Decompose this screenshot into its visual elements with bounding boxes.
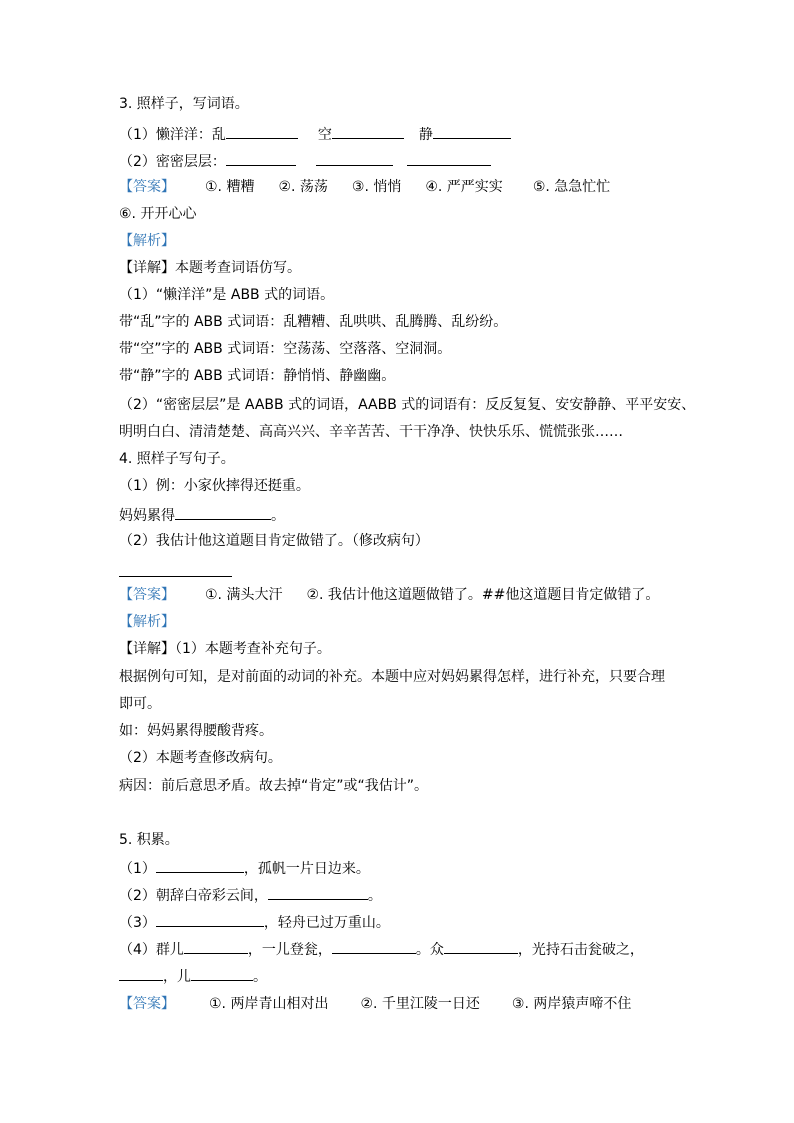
- answer-item: ②. 荡荡: [278, 179, 328, 195]
- text-segment: 。: [253, 969, 267, 985]
- q3-answer: [119, 178, 610, 196]
- q3-p1-label: （1）懒洋洋：乱: [119, 127, 226, 143]
- q5-answer: [119, 995, 631, 1013]
- answer-tag: 【答案】: [119, 996, 175, 1012]
- fill-prefix: 妈妈累得: [119, 508, 175, 524]
- analysis-text: 明明白白、清清楚楚、高高兴兴、辛辛苦苦、干干净净、快快乐乐、慌慌张张……: [119, 424, 623, 440]
- detail-heading: 【详解】（1）本题考查补充句子。: [119, 641, 331, 657]
- blank-field[interactable]: [156, 858, 244, 873]
- blank-field[interactable]: [226, 124, 298, 139]
- blank-field[interactable]: [332, 124, 404, 139]
- q5-part4-cont: [119, 966, 267, 986]
- q5-part3: [119, 912, 390, 932]
- q4-part1-fill: [119, 505, 285, 525]
- analysis-text: 即可。: [119, 696, 161, 712]
- answer-item: ②. 我估计他这道题做错了。##他这道题目肯定做错了。: [306, 587, 660, 603]
- q5-part1: [119, 858, 370, 878]
- analysis-text: （2）本题考查修改病句。: [119, 750, 282, 766]
- answer-item: ①. 两岸青山相对出: [209, 996, 329, 1012]
- analysis-text: 病因：前后意思矛盾。故去掉“肯定”或“我估计”。: [119, 778, 429, 794]
- q3-p2-label: （2）密密层层：: [119, 154, 226, 170]
- q3-p1-kong: 空: [317, 127, 332, 143]
- answer-item: ②. 千里江陵一日还: [360, 996, 480, 1012]
- blank-field[interactable]: [119, 966, 163, 981]
- q3-part1: [119, 124, 511, 144]
- blank-field[interactable]: [191, 966, 253, 981]
- fill-suffix: ，轻舟已过万重山。: [263, 915, 390, 931]
- q5-part2: [119, 885, 382, 905]
- answer-item: ①. 糟糟: [205, 179, 255, 195]
- answer-item: ⑤. 急急忙忙: [532, 179, 611, 195]
- analysis-text: （2）“密密层层”是 AABB 式的词语，AABB 式的词语有：反反复复、安安静静、平平安安、: [119, 397, 696, 413]
- q4-part1: （1）例：小家伙摔得还挺重。: [119, 478, 310, 494]
- q4-part2: （2）我估计他这道题目肯定做错了。（修改病句）: [119, 533, 429, 549]
- blank-field[interactable]: [268, 885, 368, 900]
- analysis-tag: 【解析】: [119, 233, 175, 249]
- q4-title: 4. 照样子写句子。: [119, 451, 235, 467]
- analysis-text: 根据例句可知，是对前面的动词的补充。本题中应对妈妈累得怎样，进行补充，只要合理: [119, 669, 665, 685]
- answer-item: ①. 满头大汗: [205, 587, 283, 603]
- fill-suffix: ，孤帆一片日边来。: [243, 861, 370, 877]
- text-segment: ，一儿登瓮，: [247, 942, 332, 958]
- q5-title: 5. 积累。: [119, 832, 179, 848]
- blank-field[interactable]: [316, 151, 393, 166]
- answer-item: ③. 两岸猿声啼不住: [511, 996, 632, 1012]
- analysis-text: （1）“懒洋洋”是 ABB 式的词语。: [119, 287, 335, 303]
- blank-field[interactable]: [184, 939, 248, 954]
- q4-answer: [119, 586, 659, 604]
- blank-field[interactable]: [175, 505, 271, 520]
- q3-p1-jing: 静: [418, 127, 433, 143]
- blank-field[interactable]: [433, 124, 511, 139]
- analysis-text: 如：妈妈累得腰酸背疼。: [119, 723, 273, 739]
- text-segment: （4）群儿: [119, 942, 184, 958]
- analysis-text: 带“空”字的 ABB 式词语：空荡荡、空落落、空洞洞。: [119, 341, 452, 357]
- answer-item: ④. 严严实实: [425, 179, 503, 195]
- analysis-tag: 【解析】: [119, 614, 175, 630]
- fill-suffix: 。: [367, 888, 382, 904]
- text-segment: ，儿: [163, 969, 191, 985]
- blank-field[interactable]: [407, 151, 491, 166]
- blank-field[interactable]: [444, 939, 518, 954]
- q3-title: 3. 照样子，写词语。: [119, 96, 249, 112]
- fill-prefix: （2）朝辞白帝彩云间，: [119, 888, 268, 904]
- answer-item: ③. 悄悄: [351, 179, 402, 195]
- q5-part4: [119, 939, 644, 959]
- answer-tag: 【答案】: [119, 179, 175, 195]
- analysis-text: 带“静”字的 ABB 式词语：静悄悄、静幽幽。: [119, 368, 396, 384]
- detail-heading: 【详解】本题考查词语仿写。: [119, 260, 301, 276]
- q3-part2: [119, 151, 491, 171]
- blank-field[interactable]: [156, 912, 264, 927]
- answer-tag: 【答案】: [119, 587, 175, 603]
- fill-suffix: 。: [271, 508, 285, 524]
- text-segment: 。众: [415, 942, 444, 958]
- blank-field[interactable]: [226, 151, 296, 166]
- answer-blank-line[interactable]: [119, 576, 232, 577]
- fill-prefix: （3）: [119, 915, 156, 931]
- fill-prefix: （1）: [119, 861, 156, 877]
- text-segment: ，光持石击瓮破之，: [517, 942, 644, 958]
- analysis-text: 带“乱”字的 ABB 式词语：乱糟糟、乱哄哄、乱腾腾、乱纷纷。: [119, 314, 508, 330]
- answer-item: ⑥. 开开心心: [119, 206, 197, 222]
- blank-field[interactable]: [332, 939, 416, 954]
